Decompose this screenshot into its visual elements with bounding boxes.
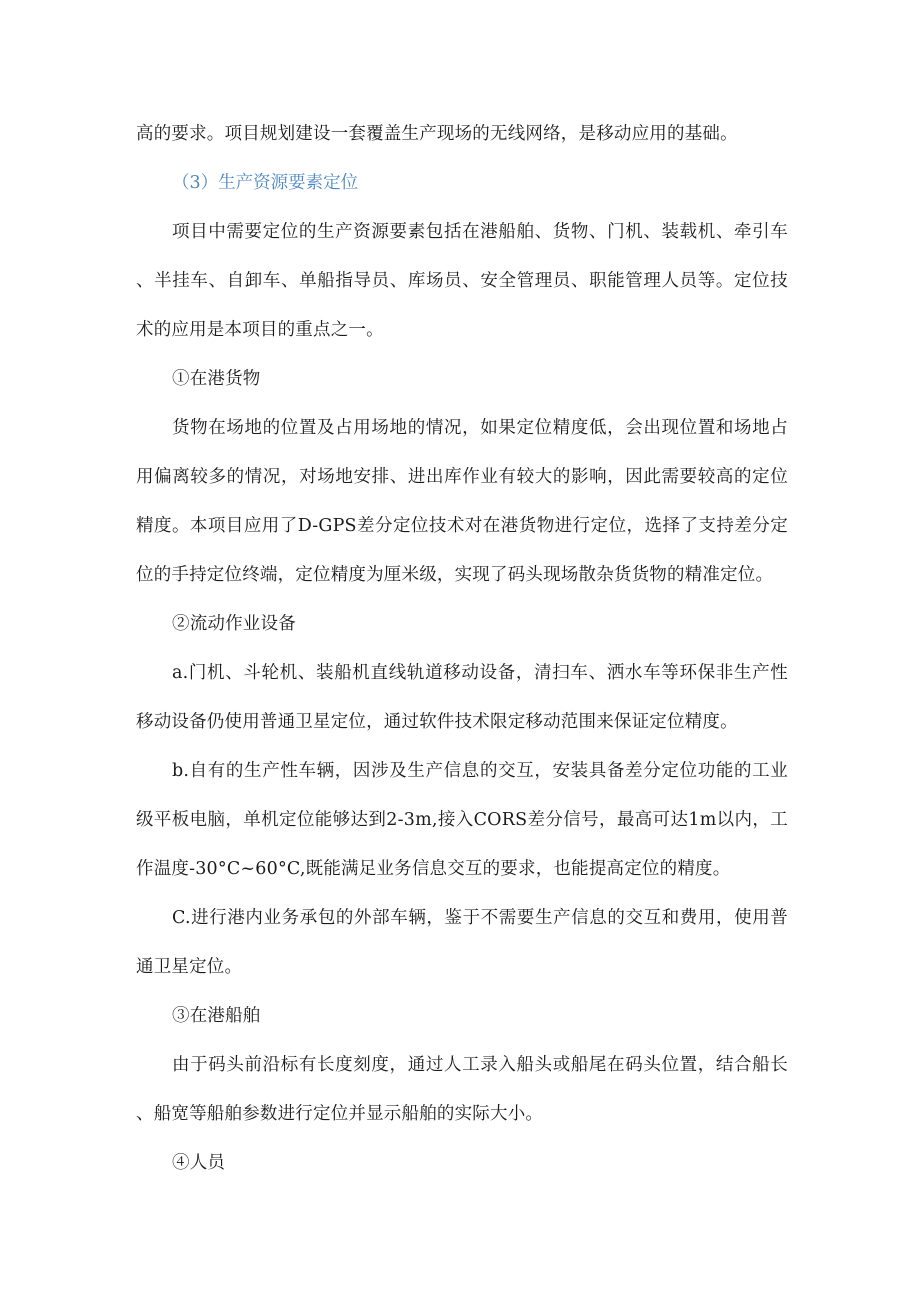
subheading-ships: ③在港船舶 <box>172 1006 261 1026</box>
subheading-cargo: ①在港货物 <box>172 369 261 389</box>
subheading-personnel: ④人员 <box>172 1153 226 1173</box>
paragraph-item-b: b.自有的生产性车辆，因涉及生产信息的交互，安装具备差分定位功能的工业级平板电脑，单机定位能够达到2-3m,接入CORS差分信号，最高可达1m以内，工作温度-30°C~60°C,既能满足业务信息交互的要求，也能提高定位的精度。 <box>136 761 788 879</box>
paragraph-ships: 由于码头前沿标有长度刻度，通过人工录入船头或船尾在码头位置，结合船长、船宽等船舶参数进行定位并显示船舶的实际大小。 <box>136 1055 788 1124</box>
section-heading-3: （3）生产资源要素定位 <box>172 173 359 193</box>
paragraph-resources: 项目中需要定位的生产资源要素包括在港船舶、货物、门机、装载机、牵引车、半挂车、自卸车、单船指导员、库场员、安全管理员、职能管理人员等。定位技术的应用是本项目的重点之一。 <box>136 222 788 340</box>
paragraph-item-c: C.进行港内业务承包的外部车辆，鉴于不需要生产信息的交互和费用，使用普通卫星定位。 <box>136 908 788 977</box>
paragraph-cargo: 货物在场地的位置及占用场地的情况，如果定位精度低，会出现位置和场地占用偏离较多的情况，对场地安排、进出库作业有较大的影响，因此需要较高的定位精度。本项目应用了D-GPS差分定位技术对在港货物进行定位，选择了支持差分定位的手持定位终端，定位精度为厘米级，实现了码头现场散杂货货物的精准定位。 <box>136 418 788 585</box>
paragraph-intro: 高的要求。项目规划建设一套覆盖生产现场的无线网络，是移动应用的基础。 <box>136 124 738 144</box>
paragraph-item-a: a.门机、斗轮机、装船机直线轨道移动设备，清扫车、洒水车等环保非生产性移动设备仍使用普通卫星定位，通过软件技术限定移动范围来保证定位精度。 <box>136 663 788 732</box>
subheading-mobile-equipment: ②流动作业设备 <box>172 614 296 634</box>
